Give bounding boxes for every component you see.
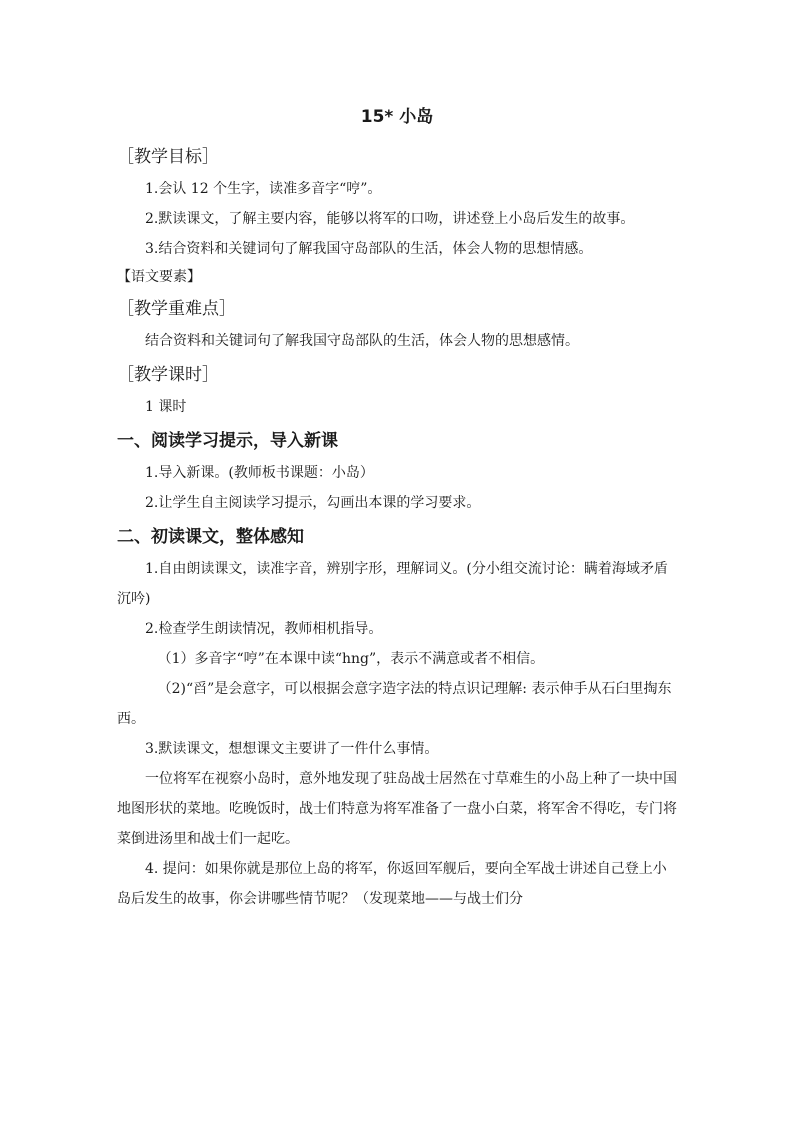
part2-item-1: 1.自由朗读课文，读准字音，辨别字形，理解词义。(分小组交流讨论：瞒着海域矛盾沉吟) bbox=[117, 561, 668, 607]
part2-item-2: 2.检查学生朗读情况，教师相机指导。 bbox=[145, 621, 383, 637]
section-heading-part1: 一、阅读学习提示，导入新课 bbox=[117, 431, 338, 451]
section-heading-periods: ［教学课时］ bbox=[117, 365, 219, 385]
document-body bbox=[117, 104, 677, 914]
goal-item-3: 3.结合资料和关键词句了解我国守岛部队的生活，体会人物的思想情感。 bbox=[145, 241, 593, 257]
part2-item-4: 4. 提问：如果你就是那位上岛的将军，你返回军舰后，要向全军战士讲述自己登上小岛后发生的故事，你会讲哪些情节呢？（发现菜地——与战士们分 bbox=[117, 861, 667, 907]
section-heading-goals: ［教学目标］ bbox=[117, 147, 219, 167]
part1-item-1: 1.导入新课。(教师板书课题：小岛） bbox=[145, 465, 374, 481]
section-heading-elements: 【语文要素】 bbox=[117, 269, 201, 285]
goal-item-1: 1.会认 12 个生字，读准多音字“哼”。 bbox=[145, 181, 382, 197]
page-title: 15* 小岛 bbox=[360, 107, 434, 127]
section-heading-key-points: ［教学重难点］ bbox=[117, 299, 236, 319]
part2-item-2-sub-1: （1）多音字“哼”在本课中读“hng”，表示不满意或者不相信。 bbox=[157, 651, 545, 667]
part2-item-3: 3.默读课文，想想课文主要讲了一件什么事情。 bbox=[145, 741, 439, 757]
periods-text: 1 课时 bbox=[145, 399, 187, 415]
section-heading-part2: 二、初读课文，整体感知 bbox=[117, 527, 304, 547]
goal-item-2: 2.默读课文，了解主要内容，能够以将军的口吻，讲述登上小岛后发生的故事。 bbox=[145, 211, 635, 227]
key-points-text: 结合资料和关键词句了解我国守岛部队的生活，体会人物的思想感情。 bbox=[145, 333, 579, 349]
part2-item-3-answer: 一位将军在视察小岛时，意外地发现了驻岛战士居然在寸草难生的小岛上种了一块中国地图形状的菜地。吃晚饭时，战士们特意为将军准备了一盘小白菜，将军舍不得吃，专门将菜倒进汤里和战士们一起吃。 bbox=[117, 771, 677, 847]
part1-item-2: 2.让学生自主阅读学习提示，勾画出本课的学习要求。 bbox=[145, 495, 481, 511]
part2-item-2-sub-2: （2)“舀”是会意字，可以根据会意字造字法的特点识记理解: 表示伸手从石臼里掏东西。 bbox=[117, 681, 672, 727]
